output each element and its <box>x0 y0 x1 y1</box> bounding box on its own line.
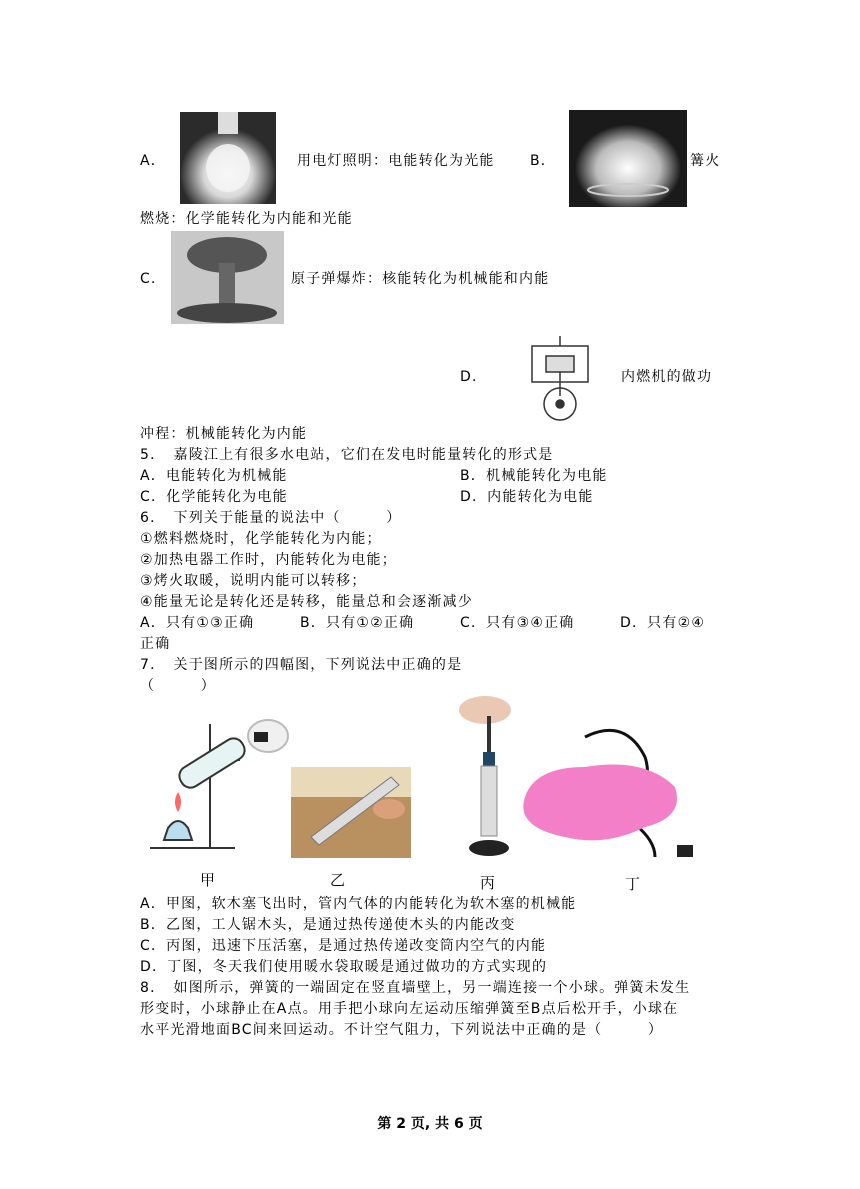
q5-option-c: C．化学能转化为电能 <box>140 489 288 505</box>
engine-diagram <box>522 334 598 424</box>
hot-water-bag-figure <box>515 727 737 867</box>
q4-option-a-label: A． <box>140 153 166 169</box>
light-bulb-image <box>180 112 276 204</box>
q6-statement-1: ①燃料燃烧时，化学能转化为内能； <box>140 531 382 547</box>
q5-stem: 5． 嘉陵江上有很多水电站，它们在发电时能量转化的形式是 <box>140 447 554 463</box>
q7-stem: 7． 关于图所示的四幅图，下列说法中正确的是 <box>140 657 463 673</box>
q7-answer-paren: （ ） <box>140 678 216 694</box>
q5-option-a: A．电能转化为机械能 <box>140 468 288 484</box>
q7-option-b: B．乙图，工人锯木头，是通过热传递使木头的内能改变 <box>140 917 516 933</box>
q6-statement-2: ②加热电器工作时，内能转化为电能； <box>140 552 397 568</box>
q6-option-a: A．只有①③正确 <box>140 615 255 631</box>
sawing-wood-figure <box>291 767 411 858</box>
q8-line-2: 形变时，小球静止在A点。用手把小球向左运动压缩弹簧至B点后松开手，小球在 <box>140 1001 679 1017</box>
atomic-bomb-image <box>171 231 284 324</box>
q5-option-d: D．内能转化为电能 <box>460 489 594 505</box>
q8-line-1: 8． 如图所示，弹簧的一端固定在竖直墙壁上，另一端连接一个小球。弹簧未发生 <box>140 980 691 996</box>
q4-option-b-text-1: 篝火 <box>690 153 721 169</box>
q6-stem: 6． 下列关于能量的说法中（ ） <box>140 510 402 526</box>
q6-statement-4: ④能量无论是转化还是转移，能量总和会逐渐减少 <box>140 594 473 610</box>
figure-caption-jia: 甲 <box>200 871 216 889</box>
q4-option-b-label: B． <box>530 153 557 169</box>
piston-pump-figure <box>443 696 515 861</box>
q7-option-d: D．丁图，冬天我们使用暖水袋取暖是通过做功的方式实现的 <box>140 959 548 975</box>
q4-option-d-label: D． <box>460 369 488 385</box>
q7-option-c: C．丙图，迅速下压活塞，是通过热传递改变筒内空气的内能 <box>140 938 547 954</box>
page-footer: 第 2 页, 共 6 页 <box>377 1116 483 1132</box>
test-tube-figure <box>140 716 290 856</box>
q6-option-d-continued: 正确 <box>140 636 171 652</box>
bonfire-image <box>569 110 687 207</box>
q7-option-a: A．甲图，软木塞飞出时，管内气体的内能转化为软木塞的机械能 <box>140 896 577 912</box>
figure-caption-yi: 乙 <box>330 871 346 889</box>
q4-option-b-text-2: 燃烧：化学能转化为内能和光能 <box>140 211 353 227</box>
q6-option-c: C．只有③④正确 <box>460 615 575 631</box>
q4-option-c-text: 原子弹爆炸：核能转化为机械能和内能 <box>291 271 550 287</box>
q4-option-d-text-1: 内燃机的做功 <box>621 369 713 385</box>
q6-statement-3: ③烤火取暖，说明内能可以转移； <box>140 573 367 589</box>
q4-option-a-text: 用电灯照明：电能转化为光能 <box>297 153 495 169</box>
q6-option-d: D．只有②④ <box>620 615 706 631</box>
figure-caption-bing: 丙 <box>480 874 496 892</box>
q4-option-c-label: C． <box>140 271 167 287</box>
q4-option-d-text-2: 冲程：机械能转化为内能 <box>140 426 308 442</box>
q6-option-b: B．只有①②正确 <box>300 615 415 631</box>
figure-caption-ding: 丁 <box>625 875 641 893</box>
q8-line-3: 水平光滑地面BC间来回运动。不计空气阻力，下列说法中正确的是（ ） <box>140 1022 664 1038</box>
q5-option-b: B．机械能转化为电能 <box>460 468 608 484</box>
